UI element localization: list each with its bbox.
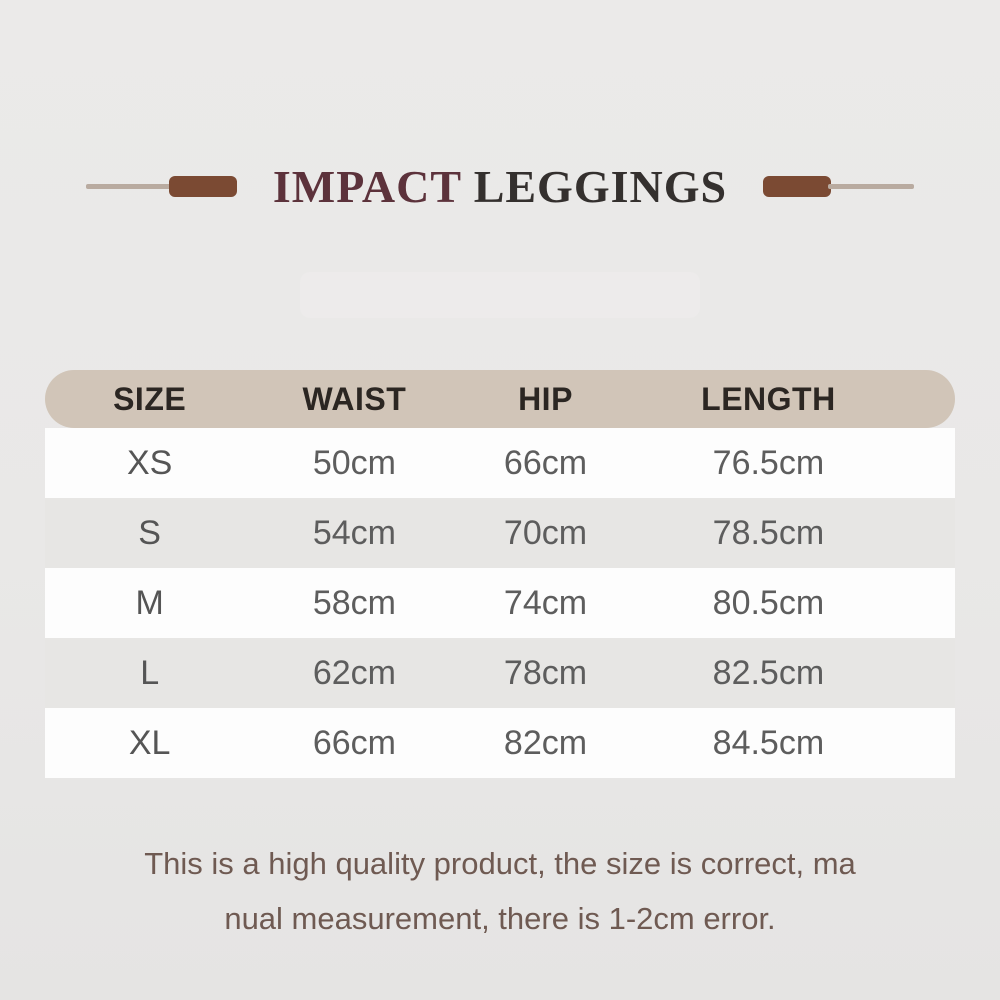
column-header-length: LENGTH <box>701 380 836 417</box>
page-title <box>273 160 727 213</box>
waist-value: 58cm <box>312 583 396 622</box>
faded-watermark <box>300 272 700 318</box>
table-row <box>45 498 955 568</box>
hip-value: 66cm <box>503 443 588 482</box>
length-value: 78.5cm <box>712 513 825 552</box>
waist-value: 66cm <box>312 723 396 762</box>
table-row <box>45 638 955 708</box>
size-value: S <box>138 513 161 552</box>
length-value: 82.5cm <box>712 653 825 692</box>
hip-value: 78cm <box>503 653 588 692</box>
size-chart-table <box>45 370 955 778</box>
brand-name-primary: IMPACT <box>272 160 462 212</box>
column-header-size: SIZE <box>113 380 187 417</box>
table-row <box>45 568 955 638</box>
title-divider-bar-right-icon <box>763 176 831 197</box>
hip-value: 82cm <box>503 723 588 762</box>
size-value: XL <box>128 723 171 762</box>
table-row <box>45 428 955 498</box>
hip-value: 70cm <box>503 513 588 552</box>
table-header-row <box>45 370 955 428</box>
waist-value: 50cm <box>312 443 396 482</box>
hip-value: 74cm <box>503 583 588 622</box>
column-header-hip: HIP <box>518 380 573 417</box>
title-divider-line-right-icon <box>828 184 914 189</box>
table-row <box>45 708 955 778</box>
size-value: M <box>135 583 164 622</box>
waist-value: 62cm <box>312 653 396 692</box>
length-value: 84.5cm <box>712 723 825 762</box>
size-value: XS <box>126 443 173 482</box>
title-divider-bar-left-icon <box>169 176 237 197</box>
size-value: L <box>140 653 160 692</box>
title-divider-line-left-icon <box>86 184 172 189</box>
length-value: 76.5cm <box>712 443 825 482</box>
length-value: 80.5cm <box>712 583 825 622</box>
quality-note-line2: nual measurement, there is 1-2cm error. <box>224 901 776 936</box>
waist-value: 54cm <box>312 513 396 552</box>
quality-note <box>0 836 1000 946</box>
column-header-waist: WAIST <box>302 380 407 417</box>
brand-name-secondary: LEGGINGS <box>473 160 728 212</box>
quality-note-line1: This is a high quality product, the size is correct, ma <box>144 846 856 881</box>
title-banner <box>0 155 1000 217</box>
